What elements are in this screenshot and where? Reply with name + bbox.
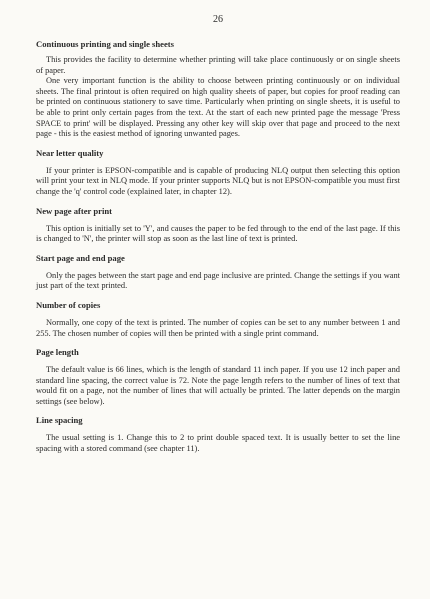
section-new-page-after-print <box>36 206 400 245</box>
section-heading: Continuous printing and single sheets <box>36 39 175 49</box>
section-continuous-printing <box>36 39 400 140</box>
page-number: 26 <box>213 14 223 25</box>
paragraph: This provides the facility to determine whether printing will take place continuously or on single sheets of paper. <box>36 55 400 75</box>
section-heading: New page after print <box>36 205 112 216</box>
paragraph: The usual setting is 1. Change this to 2 to print double spaced text. It is usually better to set the line spacing with a stored command (see chapter 11). <box>36 433 400 454</box>
section-heading: Near letter quality <box>36 147 104 158</box>
paragraph: This option is initially set to 'Y', and causes the paper to be fed through to the end of the last page. If this is changed to 'N', the printer will stop as soon as the last line of text is printed. <box>36 223 400 244</box>
paragraph: Normally, one copy of the text is printed. The number of copies can be set to any number between 1 and 255. The chosen number of copies will then be printed with a single print command. <box>36 317 400 338</box>
section-start-end-page <box>36 253 400 292</box>
section-near-letter-quality <box>36 148 400 198</box>
paragraph: One very important function is the ability to choose between printing continuously or on individual sheets. The final printout is often required on high quality sheets of paper, but copies for proof reading can be printed on continuous stationery to save time. Particularly when printing on single sheets, it is useful to be able to print only certain pages from the text. At the start of each new printed page the message 'Press SPACE to print' will be displayed. Pressing any other key will skip over that page and proceed to the next page - this is the easiest method of ignoring unwanted pages. <box>36 76 400 139</box>
section-page-length <box>36 347 400 407</box>
paragraph: Only the pages between the start page and end page inclusive are printed. Change the settings if you want just part of the text printed. <box>36 270 400 291</box>
section-heading: Page length <box>36 347 79 358</box>
section-heading: Start page and end page <box>36 252 125 263</box>
section-heading: Number of copies <box>36 299 101 310</box>
section-heading: Line spacing <box>36 415 83 426</box>
section-line-spacing <box>36 415 400 454</box>
section-number-of-copies <box>36 300 400 339</box>
paragraph: The default value is 66 lines, which is the length of standard 11 inch paper. If you use 12 inch paper and standard line spacing, the correct value is 72. Note the page length refers to the number of lines of text that would fit on a page, not the number of lines that will actually be printed. The latter depends on the margin settings (see below). <box>36 365 400 406</box>
paragraph: If your printer is EPSON-compatible and is capable of producing NLQ output then selecting this option will print your text in NLQ mode. If your printer supports NLQ but is not EPSON-compatible you must first change the 'q' control code (explained later, in chapter 12). <box>36 165 400 196</box>
